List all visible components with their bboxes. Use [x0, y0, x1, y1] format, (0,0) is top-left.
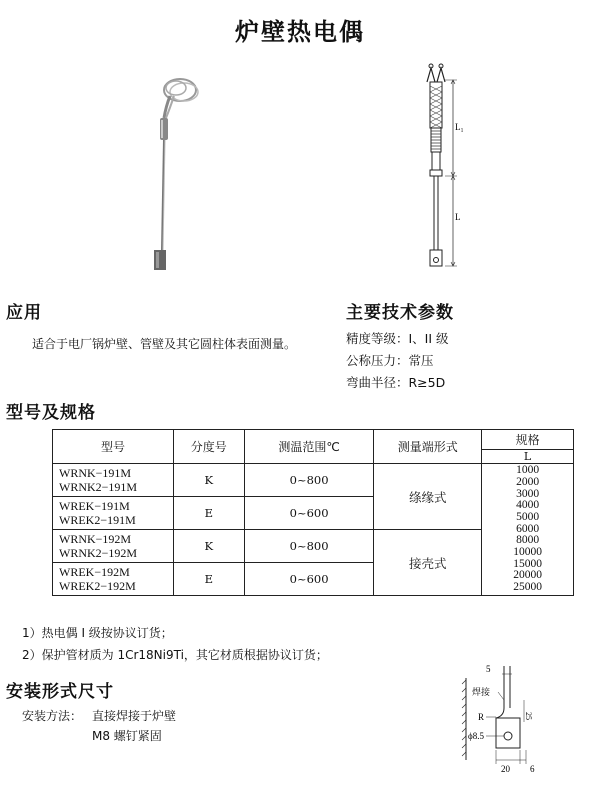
spec-table: [52, 429, 574, 596]
application-heading: 应用: [6, 303, 42, 323]
dim-bottom-20: 20: [501, 764, 510, 774]
installation-method-label: 安装方法：: [22, 709, 83, 723]
application-text: 适合于电厂锅炉壁、管壁及其它圆柱体表面测量。: [32, 337, 297, 351]
header-spec: 规格: [482, 430, 574, 450]
header-spec-l: L: [482, 450, 574, 464]
header-model: 型号: [53, 430, 174, 464]
radius-label: R: [478, 712, 485, 722]
range-cell: 0~600: [244, 563, 374, 596]
model-cell: WREK−192M WREK2−192M: [53, 563, 174, 596]
dim-top-5: 5: [486, 664, 491, 674]
parameters-list: [346, 328, 449, 394]
graduation-cell: K: [173, 530, 244, 563]
hole-label: ϕ8.5: [468, 731, 484, 741]
model-cell: WREK−191M WREK2−191M: [53, 497, 174, 530]
range-cell: 0~600: [244, 497, 374, 530]
note-2: 2）保护管材质为 1Cr18Ni9Ti，其它材质根据协议订货；: [22, 648, 328, 662]
terminal-cell: 绦缘式: [374, 464, 482, 530]
param-accuracy: 精度等级：I、II 级: [346, 331, 449, 346]
models-heading: 型号及规格: [6, 403, 96, 423]
note-1: 1）热电偶 I 级按协议订货；: [22, 626, 173, 640]
technical-drawing: [415, 60, 475, 275]
header-range: 测温范围℃: [244, 430, 374, 464]
lengths-cell: 1000 2000 3000 4000 5000 6000 8000 10000 15000 20000 25000: [482, 464, 574, 596]
graduation-cell: E: [173, 497, 244, 530]
param-pressure: 公称压力：常压: [346, 353, 434, 368]
dim-25: 25: [524, 712, 533, 720]
l-label: L: [455, 212, 461, 222]
model-cell: WRNK−191M WRNK2−191M: [53, 464, 174, 497]
graduation-cell: K: [173, 464, 244, 497]
range-cell: 0~800: [244, 464, 374, 497]
dim-bottom-6: 6: [530, 764, 535, 774]
installation-method-line2: M8 螺钉紧固: [92, 729, 162, 743]
terminal-cell: 接壳式: [374, 530, 482, 596]
installation-diagram: [460, 660, 560, 780]
graduation-cell: E: [173, 563, 244, 596]
param-bend-radius: 弯曲半径：R≥5D: [346, 375, 446, 390]
header-graduation: 分度号: [173, 430, 244, 464]
product-photo: [140, 70, 220, 280]
weld-label: 焊接: [472, 688, 491, 698]
installation-method-line1: 直接焊接于炉壁: [92, 709, 177, 723]
range-cell: 0~800: [244, 530, 374, 563]
model-cell: WRNK−192M WRNK2−192M: [53, 530, 174, 563]
parameters-heading: 主要技术参数: [346, 303, 454, 323]
l1-label: L₁: [455, 122, 464, 132]
header-terminal: 测量端形式: [374, 430, 482, 464]
installation-heading: 安装形式尺寸: [6, 682, 114, 702]
page-title: 炉壁热电偶: [235, 18, 365, 46]
